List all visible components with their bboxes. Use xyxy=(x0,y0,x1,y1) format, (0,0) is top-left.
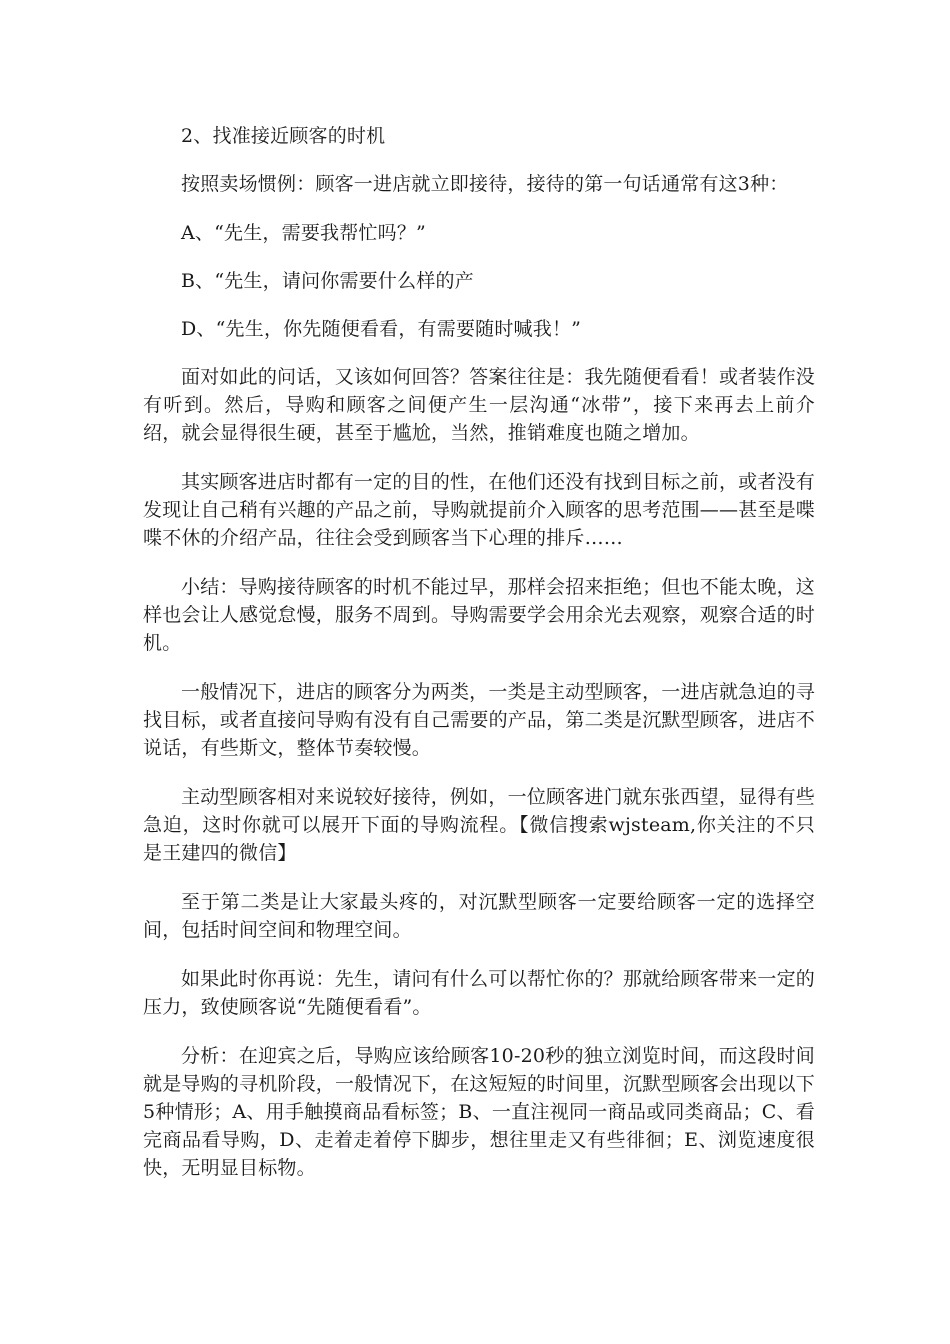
document-page xyxy=(143,122,815,1203)
paragraph-customer-response: 面对如此的问话，又该如何回答？答案往往是：我先随便看看！或者装作没有听到。然后，导购和顾客之间便产生一层沟通“冰带”，接下来再去上前介绍，就会显得很生硬，甚至于尴尬，当然，推销难度也随之增加。 xyxy=(143,366,815,444)
paragraph-silent-customers: 至于第二类是让大家最头疼的，对沉默型顾客一定要给顾客一定的选择空间，包括时间空间和物理空间。 xyxy=(143,891,815,941)
greeting-option-b: B、“先生，请问你需要什么样的产 xyxy=(181,270,474,292)
paragraph-customer-types: 一般情况下，进店的顾客分为两类，一类是主动型顾客，一进店就急迫的寻找目标，或者直接问导购有没有自己需要的产品，第二类是沉默型顾客，进店不说话，有些斯文，整体节奏较慢。 xyxy=(143,681,816,759)
paragraph-store-practice: 按照卖场惯例：顾客一进店就立即接待，接待的第一句话通常有这3种： xyxy=(181,173,789,195)
paragraph-summary: 小结：导购接待顾客的时机不能过早，那样会招来拒绝；但也不能太晚，这样也会让人感觉怠慢，服务不周到。导购需要学会用余光去观察，观察合适的时机。 xyxy=(143,576,816,654)
paragraph-customer-purpose: 其实顾客进店时都有一定的目的性，在他们还没有找到目标之前，或者没有发现让自己稍有兴趣的产品之前，导购就提前介入顾客的思考范围——甚至是喋喋不休的介绍产品，往往会受到顾客当下心理的排斥…… xyxy=(143,471,816,549)
section-heading: 2、找准接近顾客的时机 xyxy=(181,125,386,147)
greeting-option-d: D、“先生，你先随便看看，有需要随时喊我！” xyxy=(181,318,582,340)
paragraph-pressure: 如果此时你再说：先生，请问有什么可以帮忙你的？那就给顾客带来一定的压力，致使顾客说“先随便看看”。 xyxy=(143,968,815,1018)
greeting-option-a: A、“先生，需要我帮忙吗？” xyxy=(181,222,426,244)
paragraph-analysis: 分析：在迎宾之后，导购应该给顾客10-20秒的独立浏览时间，而这段时间就是导购的寻机阶段，一般情况下，在这短短的时间里，沉默型顾客会出现以下5种情形；A、用手触摸商品看标签；B、一直注视同一商品或同类商品；C、看完商品看导购，D、走着走着停下脚步，想往里走又有些徘徊；E、浏览速度很快，无明显目标物。 xyxy=(143,1045,816,1179)
paragraph-active-customers: 主动型顾客相对来说较好接待，例如，一位顾客进门就东张西望，显得有些急迫，这时你就可以展开下面的导购流程。【微信搜索wjsteam,你关注的不只是王建四的微信】 xyxy=(143,786,815,864)
